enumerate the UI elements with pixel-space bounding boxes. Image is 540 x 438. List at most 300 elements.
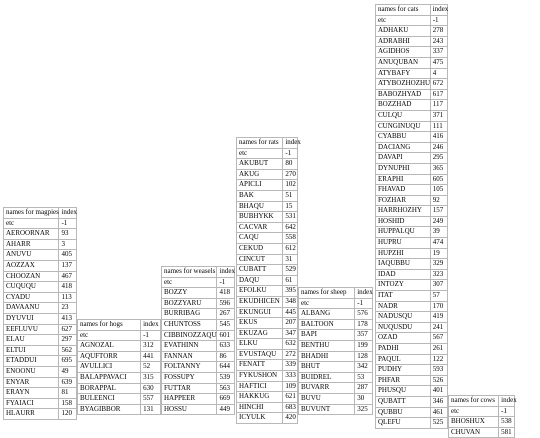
index-cell: 346 <box>430 396 447 407</box>
index-cell: -1 <box>283 148 298 159</box>
name-cell: PHFAR <box>376 375 431 386</box>
name-cell: etc <box>4 218 59 229</box>
table-row <box>237 222 298 233</box>
name-cell: ENYAR <box>4 377 59 388</box>
table-row <box>78 362 161 373</box>
index-cell: 117 <box>430 100 447 111</box>
index-cell: 612 <box>283 243 298 254</box>
table-row <box>4 303 77 314</box>
name-cell: ADRABHI <box>376 36 431 47</box>
index-cell: 93 <box>59 229 77 240</box>
index-cell: 307 <box>430 280 447 291</box>
index-cell: 545 <box>217 319 235 330</box>
name-cell: AKUBUT <box>237 159 283 170</box>
table-row <box>299 362 373 373</box>
table-header-row <box>376 5 448 16</box>
name-cell: NUQUSDU <box>376 322 431 333</box>
index-cell: 339 <box>283 360 298 371</box>
names-for-hogs-table <box>77 319 161 415</box>
name-cell: HUPPALQU <box>376 227 431 238</box>
name-cell: CAQU <box>237 233 283 244</box>
index-cell: 297 <box>59 335 77 346</box>
index-cell: -1 <box>430 15 447 26</box>
index-cell: -1 <box>59 218 77 229</box>
table-row <box>162 288 235 299</box>
name-cell: EKUNGUI <box>237 307 283 318</box>
name-cell: DAVAANU <box>4 303 59 314</box>
index-cell: 261 <box>430 344 447 355</box>
name-cell: FUTTAR <box>162 383 217 394</box>
name-cell: BALTOON <box>299 319 355 330</box>
name-cell: BHADHI <box>299 351 355 362</box>
index-cell: 267 <box>217 309 235 320</box>
name-cell: CINCUT <box>237 254 283 265</box>
index-cell: 131 <box>141 404 161 415</box>
name-cell: CUQUQU <box>4 282 59 293</box>
table-row <box>376 100 448 111</box>
table-row <box>376 344 448 355</box>
table-row <box>376 365 448 376</box>
table-row <box>376 248 448 259</box>
name-cell: AVULLICI <box>78 362 141 373</box>
table-row <box>376 291 448 302</box>
table-row <box>4 282 77 293</box>
table-row <box>376 195 448 206</box>
name-cell: OZAD <box>376 333 431 344</box>
table-row <box>237 360 298 371</box>
name-cell: EKUDHICEN <box>237 296 283 307</box>
name-cell: BULEENCI <box>78 394 141 405</box>
index-cell: 312 <box>141 341 161 352</box>
table-row <box>162 319 235 330</box>
name-cell: ELTUI <box>4 345 59 356</box>
table-row <box>376 47 448 58</box>
table-row <box>162 404 235 415</box>
table-row <box>78 394 161 405</box>
name-cell: ICYULK <box>237 413 283 424</box>
index-cell: 249 <box>430 216 447 227</box>
table-row <box>162 330 235 341</box>
name-cell: etc <box>162 277 217 288</box>
table-row <box>299 319 373 330</box>
index-cell: 526 <box>430 375 447 386</box>
table-row <box>376 36 448 47</box>
table-row <box>4 356 77 367</box>
table-row <box>376 322 448 333</box>
table-row <box>376 121 448 132</box>
index-cell: 420 <box>283 413 298 424</box>
index-cell: 109 <box>283 381 298 392</box>
table-row <box>376 110 448 121</box>
name-cell: FOZHAR <box>376 195 431 206</box>
table-row <box>376 89 448 100</box>
table-row <box>78 351 161 362</box>
index-cell: 601 <box>217 330 235 341</box>
index-cell: 81 <box>59 388 77 399</box>
table-row <box>4 313 77 324</box>
table-row <box>78 404 161 415</box>
index-cell: 461 <box>430 407 447 418</box>
name-cell: PHUSQU <box>376 386 431 397</box>
name-cell: ADHAKU <box>376 26 431 37</box>
name-cell: IAQUBBU <box>376 259 431 270</box>
name-cell: PUDHY <box>376 365 431 376</box>
table-row <box>376 407 448 418</box>
table-row <box>299 340 373 351</box>
table-row <box>4 324 77 335</box>
table-row <box>4 260 77 271</box>
table-row <box>4 239 77 250</box>
index-cell: 3 <box>59 239 77 250</box>
index-cell: 632 <box>283 339 298 350</box>
index-cell: 86 <box>217 351 235 362</box>
index-cell: 642 <box>283 222 298 233</box>
table-row <box>376 26 448 37</box>
table-row <box>376 227 448 238</box>
index-cell: -1 <box>217 277 235 288</box>
column-header-name: names for cats <box>376 5 431 16</box>
column-header-index: index <box>217 267 235 278</box>
table-row <box>299 309 373 320</box>
table-row <box>376 216 448 227</box>
table-row <box>237 243 298 254</box>
table-row <box>237 349 298 360</box>
index-cell: 31 <box>283 254 298 265</box>
name-cell: DACIANG <box>376 142 431 153</box>
table-row <box>376 174 448 185</box>
table-row <box>376 375 448 386</box>
table-row <box>4 292 77 303</box>
table-row <box>376 269 448 280</box>
names-for-cats-table <box>375 4 448 429</box>
name-cell: ELAU <box>4 335 59 346</box>
table-row <box>299 372 373 383</box>
index-cell: 111 <box>430 121 447 132</box>
index-cell: 325 <box>355 404 373 415</box>
table-row <box>237 275 298 286</box>
name-cell: NADUSQU <box>376 312 431 323</box>
table-header-row <box>299 288 373 299</box>
index-cell: 617 <box>430 89 447 100</box>
index-cell: 57 <box>430 291 447 302</box>
index-cell: 323 <box>430 269 447 280</box>
table-row <box>237 254 298 265</box>
index-cell: 246 <box>430 142 447 153</box>
index-cell: 347 <box>283 328 298 339</box>
index-cell: 418 <box>217 288 235 299</box>
index-cell: 52 <box>141 362 161 373</box>
table-row <box>376 132 448 143</box>
table-row <box>237 212 298 223</box>
name-cell: IDAD <box>376 269 431 280</box>
index-cell: 15 <box>283 201 298 212</box>
table-row <box>299 351 373 362</box>
index-cell: 158 <box>59 398 77 409</box>
name-cell: BUBHYKK <box>237 212 283 223</box>
name-cell: CIBBINOZZAQU <box>162 330 217 341</box>
table-row <box>299 393 373 404</box>
index-cell: 199 <box>355 340 373 351</box>
index-cell: 105 <box>430 185 447 196</box>
table-row <box>78 330 161 341</box>
table-row <box>237 381 298 392</box>
index-cell: 128 <box>355 351 373 362</box>
table-row <box>376 354 448 365</box>
index-cell: -1 <box>499 406 515 417</box>
index-cell: -1 <box>355 298 373 309</box>
name-cell: AOZZAX <box>4 260 59 271</box>
table-row <box>237 201 298 212</box>
table-row <box>299 330 373 341</box>
column-header-index: index <box>141 320 161 331</box>
index-cell: 418 <box>59 282 77 293</box>
index-cell: 4 <box>430 68 447 79</box>
name-cell: FYKUSHON <box>237 371 283 382</box>
name-cell: etc <box>299 298 355 309</box>
index-cell: 342 <box>355 362 373 373</box>
index-cell: 241 <box>430 322 447 333</box>
table-row <box>4 366 77 377</box>
index-cell: 178 <box>355 319 373 330</box>
name-cell: etc <box>237 148 283 159</box>
table-row <box>376 301 448 312</box>
index-cell: 538 <box>499 417 515 428</box>
column-header-name: names for rats <box>237 138 283 149</box>
index-cell: 441 <box>141 351 161 362</box>
names-for-cows-table <box>448 395 515 438</box>
name-cell: etc <box>78 330 141 341</box>
index-cell: 467 <box>59 271 77 282</box>
name-cell: PAQUL <box>376 354 431 365</box>
name-cell: CHUVAN <box>449 427 499 438</box>
index-cell: 92 <box>430 195 447 206</box>
name-cell: EVUSTAQU <box>237 349 283 360</box>
index-cell: 80 <box>283 159 298 170</box>
table-row <box>4 229 77 240</box>
names-for-rats-table <box>236 137 301 424</box>
name-cell: ATYBAFY <box>376 68 431 79</box>
table-row <box>162 351 235 362</box>
column-header-index: index <box>430 5 447 16</box>
name-cell: DYUVUI <box>4 313 59 324</box>
name-cell: FANNAN <box>162 351 217 362</box>
index-cell: 243 <box>430 36 447 47</box>
name-cell: QLEFU <box>376 418 431 429</box>
name-cell: etc <box>449 406 499 417</box>
index-cell: 337 <box>430 47 447 58</box>
name-cell: APICLI <box>237 180 283 191</box>
name-cell: ERAYN <box>4 388 59 399</box>
table-row <box>376 312 448 323</box>
name-cell: CUBATT <box>237 265 283 276</box>
table-row <box>237 339 298 350</box>
table-row <box>237 190 298 201</box>
index-cell: 557 <box>141 394 161 405</box>
table-row <box>237 413 298 424</box>
index-cell: 413 <box>59 313 77 324</box>
name-cell: CACVAR <box>237 222 283 233</box>
name-cell: ENOONU <box>4 366 59 377</box>
table-row <box>4 409 77 420</box>
name-cell: DAQU <box>237 275 283 286</box>
table-row <box>299 383 373 394</box>
index-cell: 287 <box>355 383 373 394</box>
index-cell: 270 <box>283 169 298 180</box>
table-row <box>376 418 448 429</box>
index-cell: 567 <box>430 333 447 344</box>
index-cell: 278 <box>430 26 447 37</box>
name-cell: BABOZHYAD <box>376 89 431 100</box>
table-row <box>4 388 77 399</box>
name-cell: HOSHID <box>376 216 431 227</box>
table-row <box>299 298 373 309</box>
column-header-index: index <box>355 288 373 299</box>
name-cell: ATYBOZHOZHU <box>376 79 431 90</box>
index-cell: 39 <box>430 227 447 238</box>
name-cell: BHOSHUX <box>449 417 499 428</box>
name-cell: CUNGINUQU <box>376 121 431 132</box>
name-cell: EKUS <box>237 318 283 329</box>
name-cell: QUBBU <box>376 407 431 418</box>
index-cell: 669 <box>217 394 235 405</box>
index-cell: 365 <box>430 163 447 174</box>
name-cell: HAPPEER <box>162 394 217 405</box>
table-row <box>237 180 298 191</box>
name-cell: BAK <box>237 190 283 201</box>
name-cell: BOZZHAD <box>376 100 431 111</box>
table-row <box>376 142 448 153</box>
name-cell: ALBANG <box>299 309 355 320</box>
index-cell: 627 <box>59 324 77 335</box>
table-row <box>449 427 515 438</box>
table-row <box>299 404 373 415</box>
table-header-row <box>237 138 298 149</box>
table-header-row <box>78 320 161 331</box>
table-row <box>237 307 298 318</box>
index-cell: 49 <box>59 366 77 377</box>
index-cell: 23 <box>59 303 77 314</box>
index-cell: 445 <box>283 307 298 318</box>
index-cell: 525 <box>430 418 447 429</box>
column-header-index: index <box>283 138 298 149</box>
table-row <box>4 218 77 229</box>
name-cell: BORAPPAL <box>78 383 141 394</box>
index-cell: 207 <box>283 318 298 329</box>
index-cell: 53 <box>355 372 373 383</box>
name-cell: HINCHI <box>237 402 283 413</box>
index-cell: 529 <box>283 265 298 276</box>
name-cell: BOZZYARU <box>162 298 217 309</box>
name-cell: DYNUPHI <box>376 163 431 174</box>
name-cell: ITAT <box>376 291 431 302</box>
name-cell: HUPRU <box>376 238 431 249</box>
table-row <box>237 233 298 244</box>
index-cell: 593 <box>430 365 447 376</box>
table-row <box>4 345 77 356</box>
index-cell: 357 <box>355 330 373 341</box>
index-cell: 405 <box>59 250 77 261</box>
table-row <box>376 238 448 249</box>
name-cell: ETADDUI <box>4 356 59 367</box>
table-row <box>4 335 77 346</box>
name-cell: QUBATT <box>376 396 431 407</box>
name-cell: BYAGIBBOR <box>78 404 141 415</box>
name-cell: CEKUD <box>237 243 283 254</box>
index-cell: 122 <box>430 354 447 365</box>
name-cell: BENTHU <box>299 340 355 351</box>
index-cell: 333 <box>283 371 298 382</box>
index-cell: 633 <box>217 341 235 352</box>
column-header-name: names for weasels <box>162 267 217 278</box>
index-cell: 371 <box>430 110 447 121</box>
index-cell: 558 <box>283 233 298 244</box>
table-row <box>162 362 235 373</box>
index-cell: 596 <box>217 298 235 309</box>
index-cell: 474 <box>430 238 447 249</box>
table-row <box>4 398 77 409</box>
name-cell: BAPI <box>299 330 355 341</box>
index-cell: 639 <box>59 377 77 388</box>
name-cell: EKUZAG <box>237 328 283 339</box>
index-cell: 120 <box>59 409 77 420</box>
index-cell: 51 <box>283 190 298 201</box>
table-header-row <box>449 396 515 407</box>
table-row <box>237 296 298 307</box>
index-cell: 19 <box>430 248 447 259</box>
table-row <box>376 259 448 270</box>
index-cell: 672 <box>430 79 447 90</box>
names-for-sheep-table <box>298 287 373 415</box>
index-cell: 315 <box>141 372 161 383</box>
index-cell: 683 <box>283 402 298 413</box>
name-cell: HAKKUG <box>237 392 283 403</box>
names-for-magpies-table <box>3 207 77 420</box>
index-cell: 563 <box>217 383 235 394</box>
table-row <box>162 298 235 309</box>
index-cell: 395 <box>283 286 298 297</box>
table-row <box>376 15 448 26</box>
table-row <box>376 153 448 164</box>
table-row <box>162 394 235 405</box>
index-cell: 329 <box>430 259 447 270</box>
index-cell: 475 <box>430 57 447 68</box>
index-cell: 416 <box>430 132 447 143</box>
index-cell: 539 <box>217 372 235 383</box>
table-row <box>237 286 298 297</box>
column-header-name: names for cows <box>449 396 499 407</box>
table-row <box>449 406 515 417</box>
index-cell: 113 <box>59 292 77 303</box>
column-header-name: names for magpies <box>4 208 59 219</box>
table-row <box>376 185 448 196</box>
name-cell: AKUG <box>237 169 283 180</box>
table-row <box>237 169 298 180</box>
table-row <box>376 68 448 79</box>
name-cell: EEFLUVU <box>4 324 59 335</box>
name-cell: ELKU <box>237 339 283 350</box>
names-for-weasels-table <box>161 266 235 415</box>
name-cell: BOZZY <box>162 288 217 299</box>
name-cell: BUVU <box>299 393 355 404</box>
table-row <box>449 417 515 428</box>
name-cell: CHOOZAN <box>4 271 59 282</box>
index-cell: 695 <box>59 356 77 367</box>
table-row <box>78 383 161 394</box>
table-row <box>376 163 448 174</box>
name-cell: BHAQU <box>237 201 283 212</box>
index-cell: 576 <box>355 309 373 320</box>
name-cell: FHAVAD <box>376 185 431 196</box>
